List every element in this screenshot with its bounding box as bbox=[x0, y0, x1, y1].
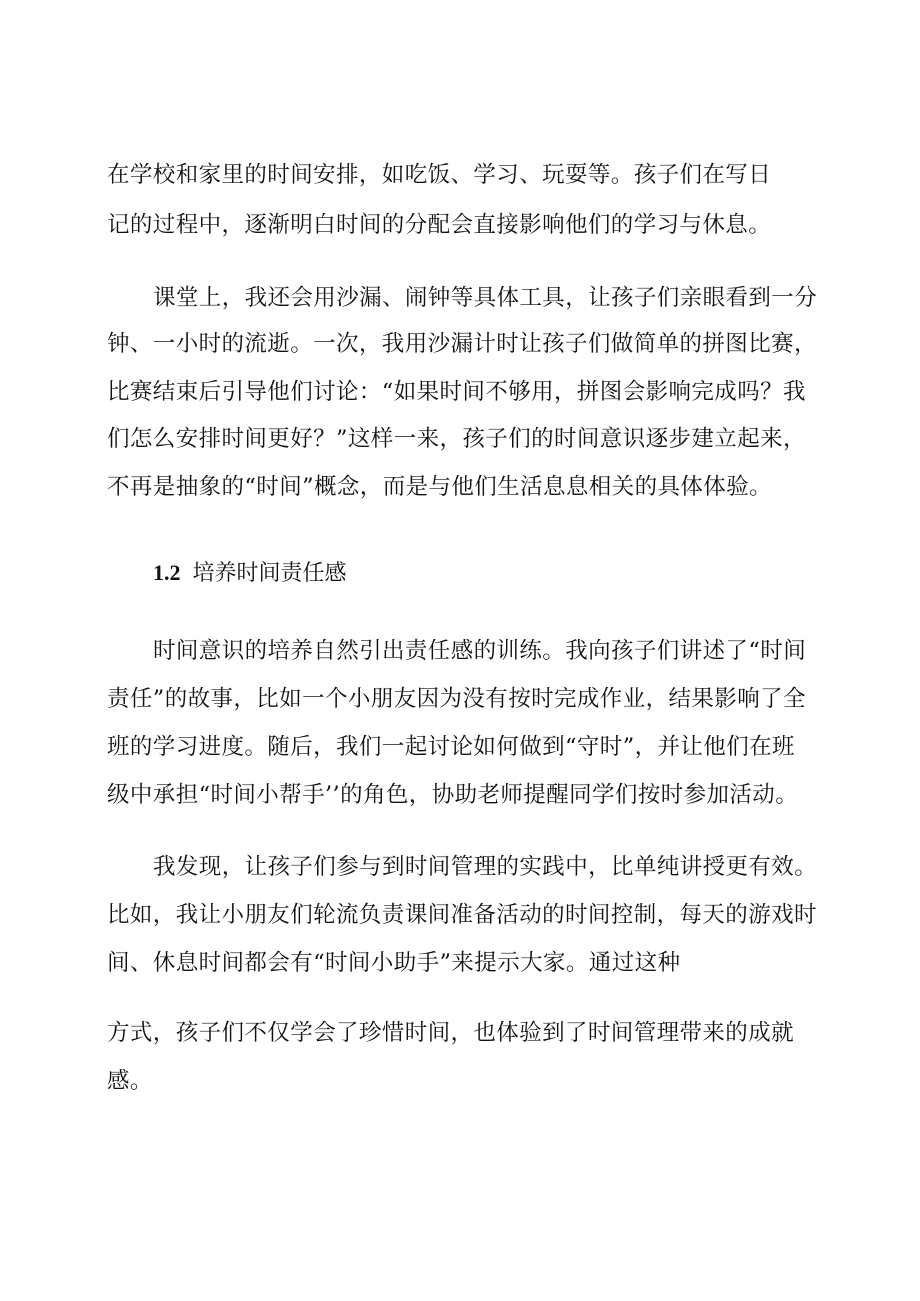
section-number: 1.2 bbox=[153, 560, 181, 585]
paragraph-5-line-1: 方式，孩子们不仅学会了珍惜时间，也体验到了时间管理带来的成就 bbox=[107, 1020, 795, 1046]
section-title: 培养时间责任感 bbox=[192, 561, 347, 586]
paragraph-2-line-5: 不再是抽象的“时间”概念，而是与他们生活息息相关的具体体验。 bbox=[107, 474, 773, 500]
paragraph-4-line-1: 我发现，让孩子们参与到时间管理的实践中，比单纯讲授更有效。 bbox=[153, 854, 818, 880]
section-heading bbox=[153, 558, 347, 589]
paragraph-3-line-1: 时间意识的培养自然引出责任感的训练。我向孩子们讲述了“时间 bbox=[153, 638, 807, 664]
paragraph-1-line-1: 在学校和家里的时间安排，如吃饭、学习、玩耍等。孩子们在写日 bbox=[107, 162, 772, 188]
paragraph-2-line-1: 课堂上，我还会用沙漏、闹钟等具体工具，让孩子们亲眼看到一分 bbox=[153, 285, 818, 311]
paragraph-3-line-3: 班的学习进度。随后，我们一起讨论如何做到“守时”，并让他们在班 bbox=[107, 734, 795, 760]
paragraph-3-line-2: 责任”的故事，比如一个小朋友因为没有按时完成作业，结果影响了全 bbox=[107, 686, 806, 712]
paragraph-2-line-4: 们怎么安排时间更好？”这样一来，孩子们的时间意识逐步建立起来， bbox=[107, 426, 806, 452]
paragraph-5-line-2: 感。 bbox=[107, 1068, 153, 1094]
paragraph-1-line-2: 记的过程中，逐渐明白时间的分配会直接影响他们的学习与休息。 bbox=[107, 212, 772, 238]
paragraph-4-line-2: 比如，我让小朋友们轮流负责课间准备活动的时间控制，每天的游戏时 bbox=[107, 902, 817, 928]
paragraph-2-line-2: 钟、一小时的流逝。一次，我用沙漏计时让孩子们做简单的拼图比赛， bbox=[107, 331, 817, 357]
paragraph-2-line-3: 比赛结束后引导他们讨论：“如果时间不够用，拼图会影响完成吗？我 bbox=[107, 379, 806, 405]
paragraph-4-line-3: 间、休息时间都会有“时间小助手”来提示大家。通过这种 bbox=[107, 950, 681, 976]
paragraph-3-line-4: 级中承担“时间小帮手’’的角色，协助老师提醒同学们按时参加活动。 bbox=[107, 782, 799, 808]
